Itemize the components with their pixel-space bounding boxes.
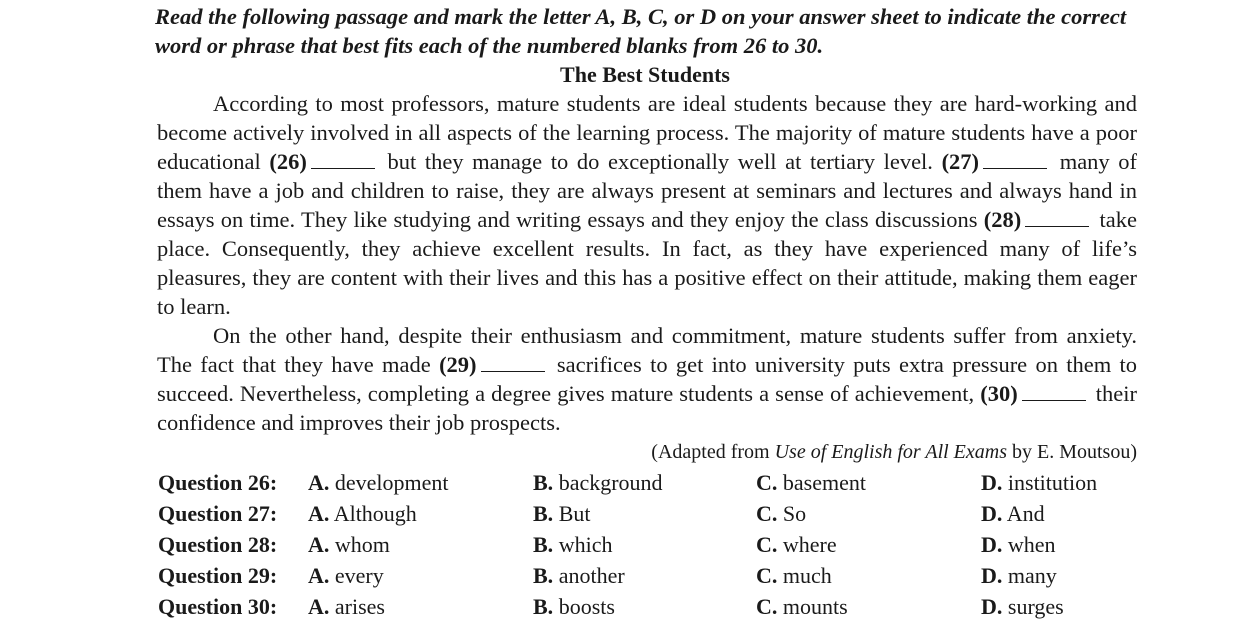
option-text: arises: [334, 594, 385, 619]
option-letter: C.: [756, 563, 778, 588]
blank-27: [983, 150, 1047, 169]
blank-28: [1025, 208, 1089, 227]
option-letter: D.: [981, 594, 1003, 619]
option-b[interactable]: [533, 560, 625, 591]
option-letter: C.: [756, 594, 778, 619]
passage-paragraph-1: [157, 89, 1137, 321]
option-letter: A.: [308, 563, 330, 588]
option-a[interactable]: [308, 498, 417, 529]
option-text: Although: [333, 501, 417, 526]
passage-text: many of them have a job and children to raise, they are always present at seminars and lectures and always hand in essays on time. They like studying and writing essays and they enjoy the class discussions: [157, 149, 1138, 232]
option-text: many: [1007, 563, 1057, 588]
option-letter: B.: [533, 594, 554, 619]
question-list: [158, 467, 1138, 622]
question-row: [158, 467, 1138, 498]
option-text: where: [782, 532, 837, 557]
option-letter: B.: [533, 563, 554, 588]
option-a[interactable]: [308, 560, 384, 591]
option-text: And: [1006, 501, 1045, 526]
option-c[interactable]: [756, 467, 866, 498]
passage-text: but they manage to do exceptionally well at tertiary level.: [387, 149, 933, 174]
passage-title: The Best Students: [560, 62, 730, 87]
option-letter: A.: [308, 470, 330, 495]
option-letter: A.: [308, 501, 330, 526]
option-letter: D.: [981, 532, 1003, 557]
option-c[interactable]: [756, 560, 832, 591]
option-letter: B.: [533, 470, 554, 495]
option-a[interactable]: [308, 529, 390, 560]
option-d[interactable]: [981, 529, 1056, 560]
option-text: whom: [334, 532, 390, 557]
blank-29: [481, 353, 545, 372]
blank-number-27: (27): [941, 149, 980, 174]
option-text: But: [558, 501, 591, 526]
blank-number-29: (29): [439, 352, 477, 377]
question-label: Question 28:: [158, 532, 278, 557]
passage-text: take place. Consequently, they achieve excellent results. In fact, as they have experienced many of life’s pleasures, they are content with their lives and this has a positive effect on their attitude, making them eager to learn.: [157, 207, 1138, 319]
option-a[interactable]: [308, 467, 449, 498]
question-row: [158, 498, 1138, 529]
question-label: Question 26:: [158, 470, 278, 495]
option-d[interactable]: [981, 591, 1064, 622]
option-letter: D.: [981, 470, 1003, 495]
source-citation: [0, 439, 1137, 465]
passage-text: On the other hand, despite their enthusiasm and commitment, mature students suffer from anxiety. The fact that they have made: [157, 323, 1137, 377]
instruction-text: Read the following passage and mark the letter A, B, C, or D on your answer sheet to indicate the correct word or phrase that best fits each of the numbered blanks from 26 to 30.: [155, 4, 1127, 58]
question-row: [158, 560, 1138, 591]
option-letter: B.: [533, 501, 554, 526]
question-row: [158, 591, 1138, 622]
option-letter: B.: [533, 532, 554, 557]
option-b[interactable]: [533, 591, 615, 622]
option-letter: C.: [756, 470, 778, 495]
blank-30: [1022, 382, 1086, 401]
blank-number-30: (30): [980, 381, 1018, 406]
option-letter: A.: [308, 594, 330, 619]
option-letter: A.: [308, 532, 330, 557]
passage-text: According to most professors, mature students are ideal students because they are hard-working and become actively involved in all aspects of the learning process. The majority of mature students have a poor educational: [157, 91, 1137, 174]
source-book-title: Use of English for All Exams: [774, 441, 1007, 463]
option-c[interactable]: [756, 591, 848, 622]
option-text: basement: [782, 470, 866, 495]
option-text: mounts: [782, 594, 848, 619]
option-text: which: [558, 532, 613, 557]
option-text: development: [334, 470, 449, 495]
option-text: much: [782, 563, 832, 588]
option-text: another: [558, 563, 625, 588]
question-label: Question 27:: [158, 501, 278, 526]
option-letter: C.: [756, 501, 778, 526]
option-c[interactable]: [756, 529, 837, 560]
source-prefix: (Adapted from: [651, 441, 770, 463]
option-text: institution: [1007, 470, 1098, 495]
blank-number-26: (26): [269, 149, 307, 174]
option-text: when: [1007, 532, 1056, 557]
blank-26: [311, 150, 375, 169]
option-text: background: [558, 470, 663, 495]
option-a[interactable]: [308, 591, 385, 622]
option-text: every: [334, 563, 384, 588]
option-b[interactable]: [533, 529, 612, 560]
question-label: Question 30:: [158, 594, 278, 619]
option-letter: C.: [756, 532, 778, 557]
question-label: Question 29:: [158, 563, 278, 588]
passage-text: their confidence and improves their job prospects.: [157, 381, 1138, 435]
option-text: So: [782, 501, 807, 526]
question-row: [158, 529, 1138, 560]
option-b[interactable]: [533, 498, 590, 529]
reading-passage: [157, 89, 1137, 437]
passage-text: sacrifices to get into university puts extra pressure on them to succeed. Nevertheless, completing a degree gives mature students a sense of achievement,: [157, 352, 1137, 406]
option-letter: D.: [981, 501, 1003, 526]
option-c[interactable]: [756, 498, 806, 529]
blank-number-28: (28): [983, 207, 1022, 232]
option-text: boosts: [558, 594, 615, 619]
option-letter: D.: [981, 563, 1003, 588]
option-d[interactable]: [981, 560, 1057, 591]
passage-paragraph-2: [157, 321, 1137, 437]
option-d[interactable]: [981, 498, 1045, 529]
option-text: surges: [1007, 594, 1064, 619]
source-suffix: by E. Moutsou): [1012, 441, 1137, 463]
option-d[interactable]: [981, 467, 1097, 498]
option-b[interactable]: [533, 467, 663, 498]
